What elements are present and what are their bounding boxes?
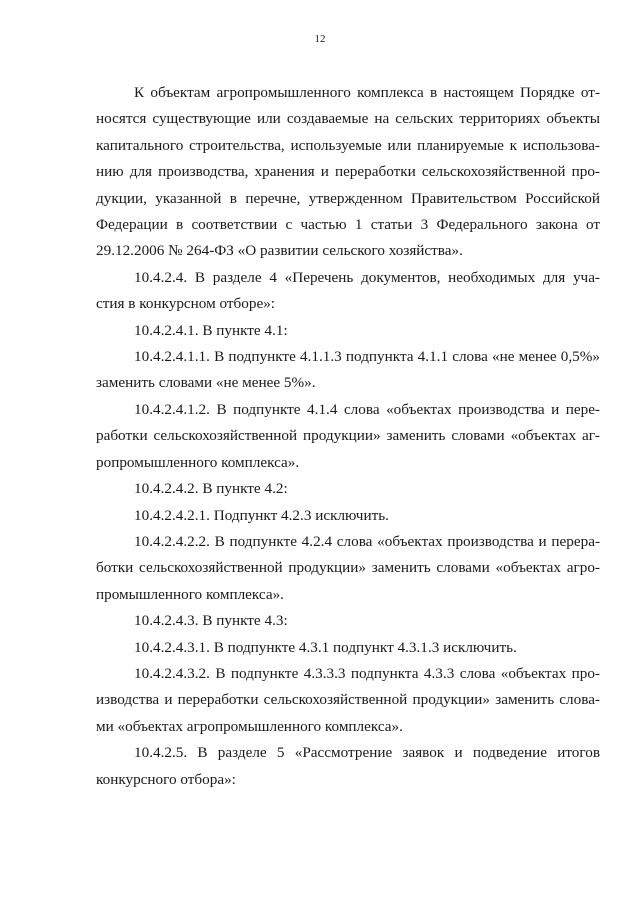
- text-line: конкурсного отбора»:: [96, 770, 236, 788]
- text-line: нию для производства, хранения и переработки сельскохозяйственной про-: [96, 163, 600, 181]
- text-line: 10.4.2.4.3.2. В подпункте 4.3.3.3 подпункта 4.3.3 слова «объектах про-: [134, 664, 600, 682]
- text-line: заменить словами «не менее 5%».: [96, 374, 316, 392]
- text-line: ботки сельскохозяйственной продукции» заменить словами «объектах агро-: [96, 559, 600, 577]
- paragraph: [96, 265, 600, 318]
- text-line: дукции, указанной в перечне, утвержденном Правительством Российской: [96, 189, 600, 207]
- text-line: 10.4.2.5. В разделе 5 «Рассмотрение заявок и подведение итогов: [134, 744, 600, 762]
- paragraph: [96, 318, 600, 344]
- paragraph: [96, 80, 600, 265]
- text-line: 10.4.2.4.3. В пункте 4.3:: [134, 612, 288, 630]
- paragraph: [96, 529, 600, 608]
- text-line: 10.4.2.4.1.1. В подпункте 4.1.1.3 подпункта 4.1.1 слова «не менее 0,5%»: [134, 348, 600, 366]
- paragraph: [96, 661, 600, 740]
- document-body: [96, 80, 600, 793]
- text-line: 10.4.2.4. В разделе 4 «Перечень документов, необходимых для уча-: [134, 268, 600, 286]
- text-line: 10.4.2.4.1.2. В подпункте 4.1.4 слова «объектах производства и пере-: [134, 400, 600, 418]
- paragraph: [96, 476, 600, 502]
- text-line: стия в конкурсном отборе»:: [96, 295, 276, 313]
- text-line: носятся существующие или создаваемые на сельских территориях объекты: [96, 110, 600, 128]
- text-line: Федерации в соответствии с частью 1 статьи 3 Федерального закона от: [96, 216, 600, 234]
- paragraph: [96, 740, 600, 793]
- text-line: 10.4.2.4.2. В пункте 4.2:: [134, 480, 288, 498]
- text-line: К объектам агропромышленного комплекса в настоящем Порядке от-: [134, 84, 600, 101]
- text-line: 10.4.2.4.2.1. Подпункт 4.2.3 исключить.: [134, 506, 389, 524]
- paragraph: [96, 608, 600, 634]
- text-line: капитального строительства, используемые или планируемые к использова-: [96, 136, 600, 154]
- text-line: 10.4.2.4.3.1. В подпункте 4.3.1 подпункт 4.3.1.3 исключить.: [134, 638, 517, 656]
- text-line: 29.12.2006 № 264-ФЗ «О развитии сельского хозяйства».: [96, 242, 463, 260]
- text-line: ропромышленного комплекса».: [96, 453, 300, 471]
- text-line: 10.4.2.4.1. В пункте 4.1:: [134, 321, 288, 339]
- text-line: промышленного комплекса».: [96, 585, 284, 603]
- paragraph: [96, 503, 600, 529]
- text-line: 10.4.2.4.2.2. В подпункте 4.2.4 слова «объектах производства и перера-: [134, 532, 600, 550]
- paragraph: [96, 397, 600, 476]
- text-line: работки сельскохозяйственной продукции» заменить словами «объектах аг-: [96, 427, 600, 445]
- paragraph: [96, 344, 600, 397]
- paragraph: [96, 635, 600, 661]
- text-line: ми «объектах агропромышленного комплекса».: [96, 717, 403, 735]
- text-line: изводства и переработки сельскохозяйственной продукции» заменить слова-: [96, 691, 600, 709]
- page-number: 12: [314, 33, 326, 45]
